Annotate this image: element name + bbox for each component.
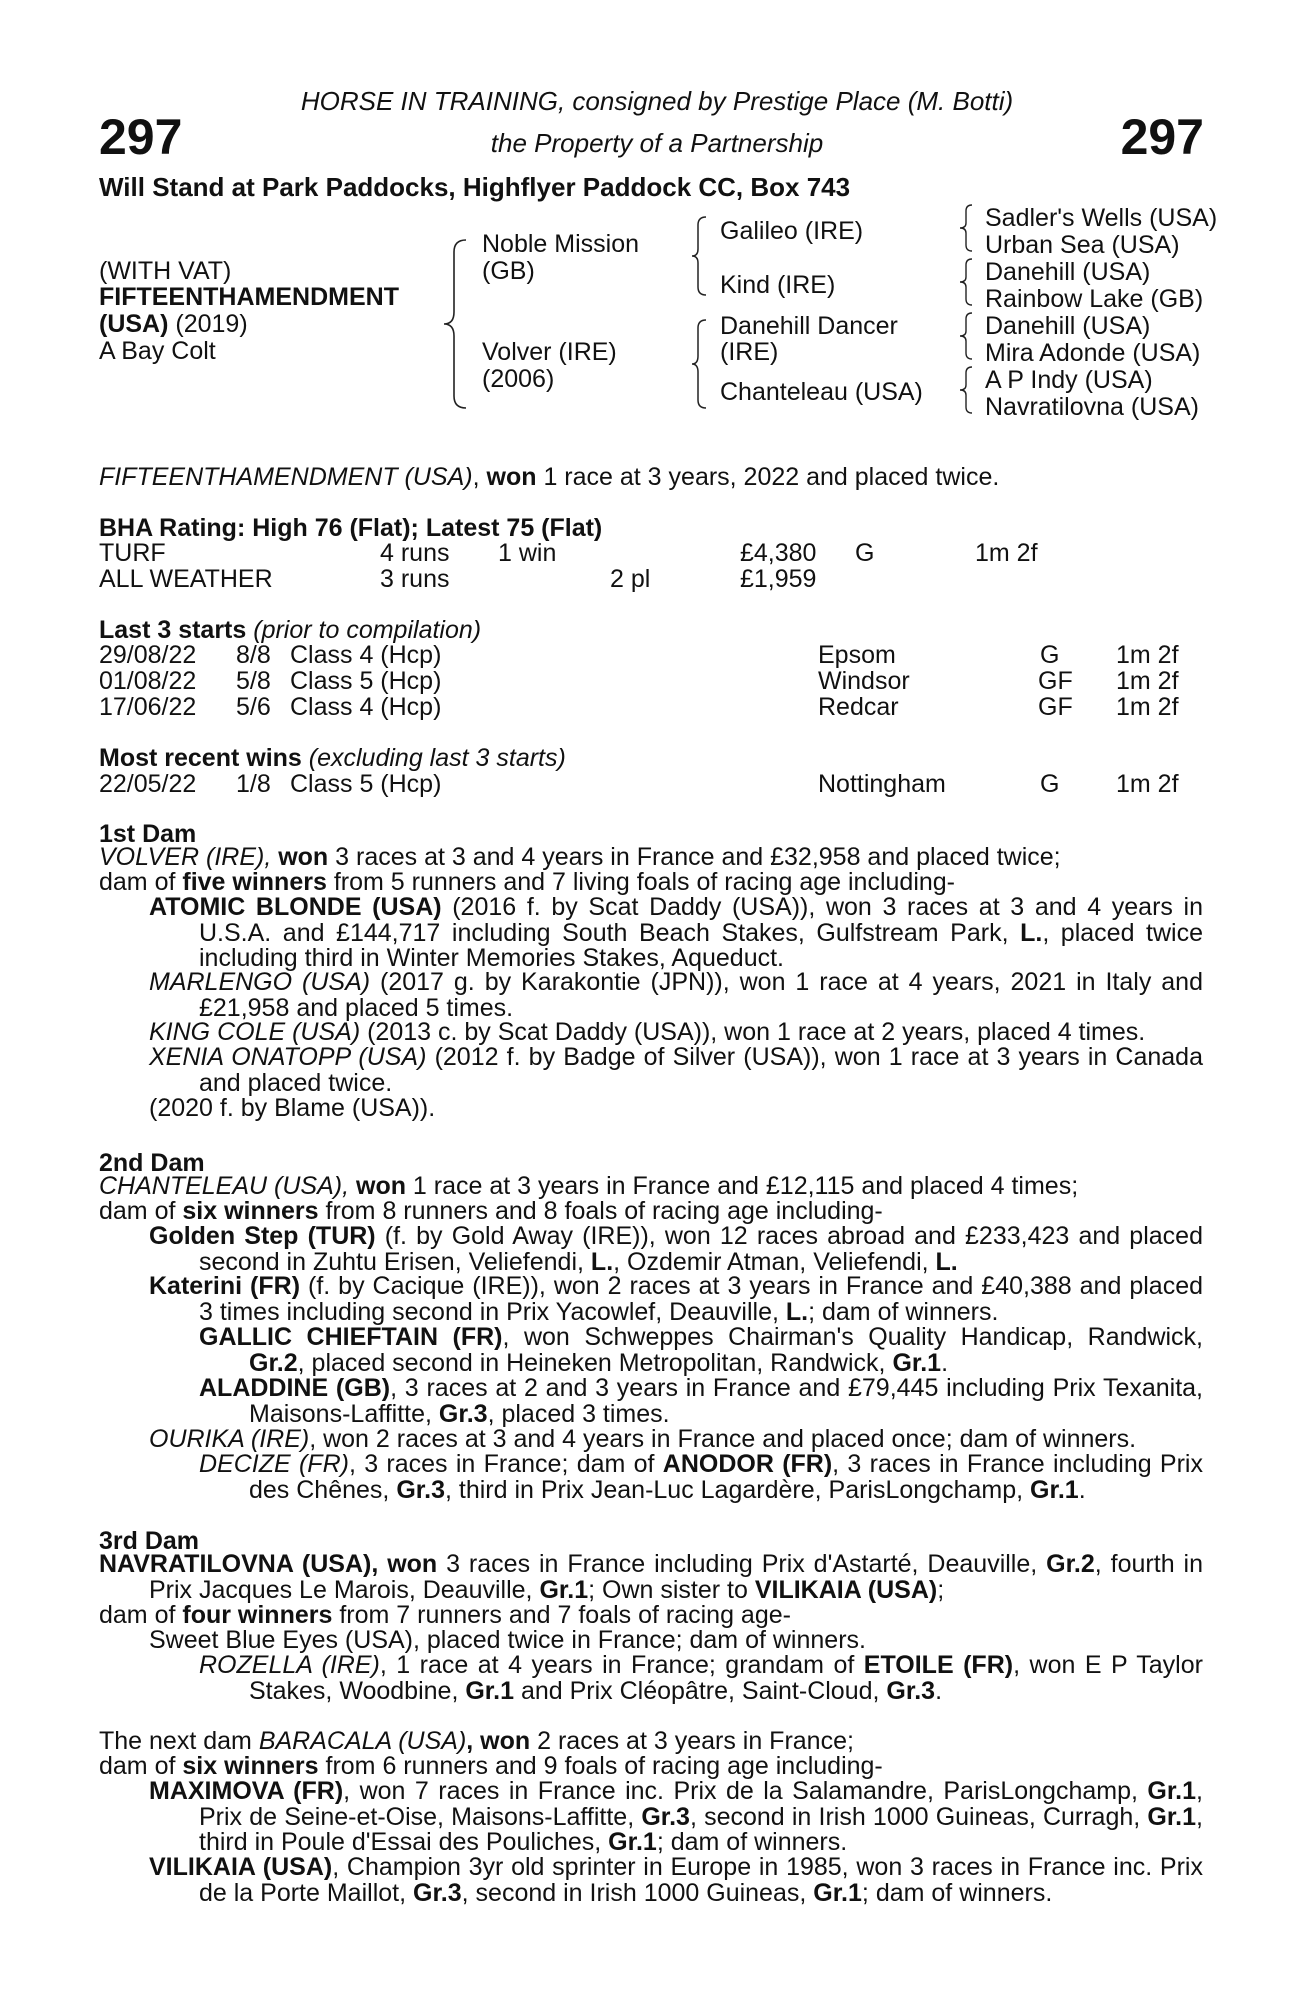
last3-pos-1: 8/8 xyxy=(236,641,271,669)
summary-won: won xyxy=(486,463,537,491)
first-dam-line2 xyxy=(99,870,1199,896)
dam1-record: 3 races at 3 and 4 years in France and £32,958 and placed twice; xyxy=(328,843,1061,871)
last3-title-italic: (prior to compilation) xyxy=(246,616,482,644)
listed-mark: L. xyxy=(590,1247,614,1276)
produce-ourika: OURIKA (IRE) xyxy=(149,1425,310,1453)
produce-etoile: ETOILE (FR) xyxy=(863,1651,1014,1679)
last3-dist-3: 1m 2f xyxy=(1116,693,1179,721)
rating-runs-aw: 3 runs xyxy=(380,565,450,593)
dam3-runners: from 7 runners and 7 foals of racing age- xyxy=(332,1601,791,1629)
second-dam-line2 xyxy=(99,1199,1199,1225)
dam1-runners: from 5 runners and 7 living foals of racing age including- xyxy=(326,868,955,896)
produce-katerini: Katerini (FR) xyxy=(149,1272,301,1300)
property-line: the Property of a Partnership xyxy=(490,128,824,158)
horse-country: (USA) xyxy=(99,310,169,338)
nextdam-name: BARACALA (USA) xyxy=(258,1727,467,1755)
last3-pos-3: 5/6 xyxy=(236,693,271,721)
horse-name: FIFTEENTHAMENDMENT xyxy=(99,283,399,311)
produce-text: , Ozdemir Atman, Veliefendi, xyxy=(613,1247,936,1276)
produce-anodor: ANODOR (FR) xyxy=(662,1450,833,1478)
next-dam-line2 xyxy=(99,1754,1199,1780)
produce-text: (f. by Gold Away (IRE)), won 12 races abroad and £233,423 and placed second in Zuhtu Erisen, Veliefendi, xyxy=(199,1222,1203,1276)
recent-title xyxy=(99,744,566,773)
group-mark: Gr.1 xyxy=(1147,1777,1197,1805)
pedigree-gg-brace-1 xyxy=(958,203,976,253)
group-mark: Gr.3 xyxy=(438,1399,488,1428)
dam3-damof: dam of xyxy=(99,1601,183,1629)
produce-rozella: ROZELLA (IRE) xyxy=(199,1651,380,1679)
recent-going-1: G xyxy=(1040,770,1060,798)
stand-line: Will Stand at Park Paddocks, Highflyer Paddock CC, Box 743 xyxy=(99,172,851,202)
last3-going-3: GF xyxy=(1038,693,1073,721)
pedigree-gg-brace-2 xyxy=(958,257,976,307)
produce-aladdine: ALADDINE (GB) xyxy=(199,1374,391,1402)
last3-class-1: Class 4 (Hcp) xyxy=(290,641,442,669)
third-dam-line1 xyxy=(99,1552,1203,1603)
produce-text: . xyxy=(935,1676,943,1705)
dam2-winners: six winners xyxy=(182,1197,319,1225)
produce-text: , 3 races at 2 and 3 years in France and £79,445 including Prix Texanita, Maisons-Laffitte, xyxy=(249,1374,1204,1428)
dam3-text: , fourth in Prix Jacques Le Marois, Deauville, xyxy=(149,1550,1203,1604)
group-mark: Gr.1 xyxy=(1147,1802,1197,1831)
produce-text: , Champion 3yr old sprinter in Europe in 1985, won 3 races in France inc. Prix de la Porte Maillot, xyxy=(199,1853,1203,1907)
nextdam-produce-2 xyxy=(149,1855,1203,1906)
horse-year: (2019) xyxy=(168,310,248,338)
bha-rating: BHA Rating: High 76 (Flat); Latest 75 (Flat) xyxy=(99,514,603,542)
pedigree-gg-5: Danehill (USA) xyxy=(985,312,1151,340)
horse-description: A Bay Colt xyxy=(99,337,216,365)
recent-course-1: Nottingham xyxy=(818,770,946,798)
produce-golden-step: Golden Step (TUR) xyxy=(149,1222,376,1250)
produce-text: , 3 races in France; dam of xyxy=(348,1450,663,1478)
recent-class-1: Class 5 (Hcp) xyxy=(290,770,442,798)
dam3-winners: four winners xyxy=(182,1601,333,1629)
produce-text: . xyxy=(1078,1475,1086,1504)
listed-mark: L. xyxy=(935,1247,958,1276)
produce-text: . xyxy=(941,1348,949,1377)
summary-rest: 1 race at 3 years, 2022 and placed twice. xyxy=(536,463,1000,491)
dam3-produce-2 xyxy=(199,1653,1203,1704)
pedigree-gg-7: A P Indy (USA) xyxy=(985,366,1153,394)
produce-text: , placed second in Heineken Metropolitan, Randwick, xyxy=(297,1348,893,1377)
first-dam-line1 xyxy=(99,845,1199,871)
dam2-name: CHANTELEAU (USA), xyxy=(99,1172,350,1200)
nextdam-record: 2 races at 3 years in France; xyxy=(530,1727,854,1755)
lot-number-left: 297 xyxy=(99,109,183,165)
pedigree-gg-6: Mira Adonde (USA) xyxy=(985,339,1201,367)
last3-course-2: Windsor xyxy=(818,667,910,695)
produce-text: (2016 f. by Scat Daddy (USA)), won 3 races at 3 and 4 years in U.S.A. and £144,717 including South Beach Stakes, Gulfstream Park, xyxy=(199,893,1203,947)
recent-title-bold: Most recent wins xyxy=(99,744,302,772)
produce-text: , placed 3 times. xyxy=(487,1399,670,1428)
rating-money-aw: £1,959 xyxy=(740,565,817,593)
pedigree-main-brace xyxy=(440,238,470,410)
produce-text: , won 2 races at 3 and 4 years in France and placed once; dam of winners. xyxy=(309,1425,1137,1453)
dam3-text: ; xyxy=(937,1575,945,1604)
third-dam-line2 xyxy=(99,1603,1199,1629)
produce-text: (f. by Cacique (IRE)), won 2 races at 3 years in France and £40,388 and placed 3 times including second in Prix Yacowlef, Deauville, xyxy=(199,1272,1203,1326)
produce-xenia-onatopp: XENIA ONATOPP (USA) xyxy=(149,1043,427,1071)
produce-text: ; dam of winners. xyxy=(656,1828,848,1856)
produce-text: , won Schweppes Chairman's Quality Handicap, Randwick, xyxy=(502,1323,1203,1351)
pedigree-dam: Volver (IRE) xyxy=(482,338,617,366)
pedigree-sire-dam: Kind (IRE) xyxy=(720,271,836,299)
rating-wins-turf: 1 win xyxy=(498,539,557,567)
dam3-text: ; Own sister to xyxy=(588,1575,755,1604)
pedigree-sire-sire: Galileo (IRE) xyxy=(720,217,864,245)
second-dam-line1 xyxy=(99,1174,1199,1200)
dam1-damof: dam of xyxy=(99,868,183,896)
nextdam-won: , won xyxy=(466,1727,531,1755)
nextdam-produce-1 xyxy=(149,1779,1203,1856)
dam1-produce-3 xyxy=(149,1020,1203,1046)
produce-text: , third in Prix Jean-Luc Lagardère, ParisLongchamp, xyxy=(444,1475,1031,1504)
group-mark: Gr.2 xyxy=(1046,1550,1095,1578)
group-mark: Gr.3 xyxy=(413,1878,462,1907)
produce-marlengo: MARLENGO (USA) xyxy=(149,968,371,996)
produce-king-cole: KING COLE (USA) xyxy=(149,1018,361,1046)
last3-course-3: Redcar xyxy=(818,693,899,721)
pedigree-gg-3: Danehill (USA) xyxy=(985,258,1151,286)
rating-row-turf xyxy=(99,539,166,568)
dam1-winners: five winners xyxy=(182,868,327,896)
dam2-produce-5 xyxy=(149,1427,1203,1453)
last3-course-1: Epsom xyxy=(818,641,896,669)
pedigree-gg-8: Navratilovna (USA) xyxy=(985,393,1199,421)
dam3-name: NAVRATILOVNA (USA) xyxy=(99,1550,372,1578)
dam2-produce-1 xyxy=(149,1224,1203,1275)
pedigree-gg-4: Rainbow Lake (GB) xyxy=(985,285,1204,313)
dam2-produce-2 xyxy=(149,1274,1203,1325)
group-mark: Gr.1 xyxy=(608,1828,657,1856)
produce-text: (2013 c. by Scat Daddy (USA)), won 1 race at 2 years, placed 4 times. xyxy=(360,1018,1146,1046)
dam1-produce-2 xyxy=(149,970,1203,1021)
rating-dist-turf: 1m 2f xyxy=(975,539,1038,567)
recent-title-italic: (excluding last 3 starts) xyxy=(301,744,566,772)
nextdam-intro: The next dam xyxy=(99,1727,259,1755)
third-dam-heading: 3rd Dam xyxy=(99,1527,200,1555)
listed-mark: L. xyxy=(1020,918,1043,947)
produce-maximova: MAXIMOVA (FR) xyxy=(149,1777,344,1805)
nextdam-damof: dam of xyxy=(99,1752,183,1780)
pedigree-dam-dam: Chanteleau (USA) xyxy=(720,378,923,406)
last3-title-bold: Last 3 starts xyxy=(99,616,247,644)
dam3-sister: VILIKAIA (USA) xyxy=(754,1575,938,1604)
produce-gallic-chieftain: GALLIC CHIEFTAIN (FR) xyxy=(199,1323,503,1351)
second-dam-heading: 2nd Dam xyxy=(99,1149,205,1177)
pedigree-dam-brace xyxy=(690,318,710,410)
group-mark: Gr.3 xyxy=(886,1676,936,1705)
pedigree-dam-year: (2006) xyxy=(482,365,555,393)
group-mark: Gr.1 xyxy=(539,1575,589,1604)
consignor-line: HORSE IN TRAINING, consigned by Prestige Place (M. Botti) xyxy=(300,86,1014,116)
group-mark: Gr.3 xyxy=(396,1475,445,1504)
produce-vilikaia: VILIKAIA (USA) xyxy=(149,1853,333,1881)
produce-text: ; dam of winners. xyxy=(861,1878,1053,1907)
group-mark: Gr.1 xyxy=(892,1348,942,1377)
dam1-produce-1 xyxy=(149,895,1203,972)
horse-country-year xyxy=(99,311,248,337)
last3-going-1: G xyxy=(1040,641,1060,669)
dam2-produce-4 xyxy=(199,1376,1203,1427)
produce-text: , placed twice including third in Winter Memories Stakes, Aqueduct. xyxy=(199,918,1203,972)
lot-number-right: 297 xyxy=(1120,109,1204,165)
last3-dist-2: 1m 2f xyxy=(1116,667,1179,695)
rating-placed-aw: 2 pl xyxy=(610,565,651,593)
produce-text: , won 7 races in France inc. Prix de la Salamandre, ParisLongchamp, xyxy=(343,1777,1148,1805)
pedigree-dam-sire: Danehill Dancer xyxy=(720,312,898,340)
dam1-produce-5: (2020 f. by Blame (USA)). xyxy=(149,1094,436,1122)
produce-text: (2017 g. by Karakontie (JPN)), won 1 race at 4 years, 2021 in Italy and £21,958 and placed 5 times. xyxy=(199,968,1203,1022)
group-mark: Gr.1 xyxy=(1030,1475,1079,1504)
pedigree-gg-brace-3 xyxy=(958,311,976,361)
produce-text: , 3 races in France including Prix des Chênes, xyxy=(249,1450,1203,1504)
pedigree-gg-brace-4 xyxy=(958,365,976,415)
last3-date-1: 29/08/22 xyxy=(99,641,197,669)
produce-text: , 1 race at 4 years in France; grandam of xyxy=(379,1651,864,1679)
rating-surface-aw: ALL WEATHER xyxy=(99,565,273,593)
last3-class-2: Class 5 (Hcp) xyxy=(290,667,442,695)
last3-date-3: 17/06/22 xyxy=(99,693,197,721)
next-dam-line1 xyxy=(99,1729,1199,1755)
dam2-record: 1 race at 3 years in France and £12,115 and placed 4 times; xyxy=(405,1172,1079,1200)
group-mark: Gr.3 xyxy=(641,1802,690,1831)
produce-text: , won E P Taylor Stakes, Woodbine, xyxy=(249,1651,1203,1705)
recent-date-1: 22/05/22 xyxy=(99,770,197,798)
rating-money-turf: £4,380 xyxy=(740,539,817,567)
produce-text: , third in Poule d'Essai des Pouliches, xyxy=(199,1802,1203,1856)
last3-dist-1: 1m 2f xyxy=(1116,641,1179,669)
produce-text: , second in Irish 1000 Guineas, Curragh, xyxy=(689,1802,1148,1831)
dam3-won: , won xyxy=(371,1550,438,1578)
last3-going-2: GF xyxy=(1038,667,1073,695)
pedigree-gg-1: Sadler's Wells (USA) xyxy=(985,204,1218,232)
dam3-text: 3 races in France including Prix d'Astarté, Deauville, xyxy=(437,1550,1047,1578)
produce-atomic-blonde: ATOMIC BLONDE (USA) xyxy=(149,893,442,921)
nextdam-runners: from 6 runners and 9 foals of racing age including- xyxy=(318,1752,883,1780)
group-mark: Gr.1 xyxy=(813,1878,862,1907)
dam2-damof: dam of xyxy=(99,1197,183,1225)
listed-mark: L. xyxy=(785,1297,809,1326)
rating-going-turf: G xyxy=(855,539,875,567)
vat-note: (WITH VAT) xyxy=(99,257,232,285)
nextdam-winners: six winners xyxy=(182,1752,319,1780)
dam1-name: VOLVER (IRE), xyxy=(99,843,272,871)
last3-date-2: 01/08/22 xyxy=(99,667,197,695)
dam2-won: won xyxy=(349,1172,406,1200)
dam2-runners: from 8 runners and 8 foals of racing age including- xyxy=(318,1197,883,1225)
dam1-produce-4 xyxy=(149,1045,1203,1096)
group-mark: Gr.2 xyxy=(249,1348,298,1377)
dam3-produce-1: Sweet Blue Eyes (USA), placed twice in France; dam of winners. xyxy=(149,1626,866,1654)
rating-runs-turf: 4 runs xyxy=(380,539,450,567)
rating-surface: TURF xyxy=(99,539,166,567)
group-mark: Gr.1 xyxy=(465,1676,514,1705)
dam1-won: won xyxy=(271,843,329,871)
recent-dist-1: 1m 2f xyxy=(1116,770,1179,798)
produce-text: , Prix de Seine-et-Oise, Maisons-Laffitte, xyxy=(199,1777,1203,1831)
race-summary: FIFTEENTHAMENDMENT (USA), won 1 race at 3 years, 2022 and placed twice. xyxy=(99,463,1000,491)
produce-text: (2012 f. by Badge of Silver (USA)), won 1 race at 3 years in Canada and placed twice. xyxy=(199,1043,1203,1097)
produce-text: ; dam of winners. xyxy=(808,1297,999,1326)
produce-text: , second in Irish 1000 Guineas, xyxy=(461,1878,814,1907)
last3-class-3: Class 4 (Hcp) xyxy=(290,693,442,721)
dam2-produce-3 xyxy=(199,1325,1203,1376)
produce-decize: DECIZE (FR) xyxy=(199,1450,349,1478)
recent-pos-1: 1/8 xyxy=(236,770,271,798)
pedigree-dam-sire-country: (IRE) xyxy=(720,338,779,366)
pedigree-sire-brace xyxy=(690,215,710,297)
produce-text: and Prix Cléopâtre, Saint-Cloud, xyxy=(514,1676,887,1705)
first-dam-heading: 1st Dam xyxy=(99,820,197,848)
pedigree-gg-2: Urban Sea (USA) xyxy=(985,231,1180,259)
dam2-produce-6 xyxy=(199,1452,1203,1503)
summary-name: FIFTEENTHAMENDMENT (USA) xyxy=(99,463,473,491)
pedigree-sire: Noble Mission xyxy=(482,230,640,258)
pedigree-sire-country: (GB) xyxy=(482,257,535,285)
last3-pos-2: 5/8 xyxy=(236,667,271,695)
